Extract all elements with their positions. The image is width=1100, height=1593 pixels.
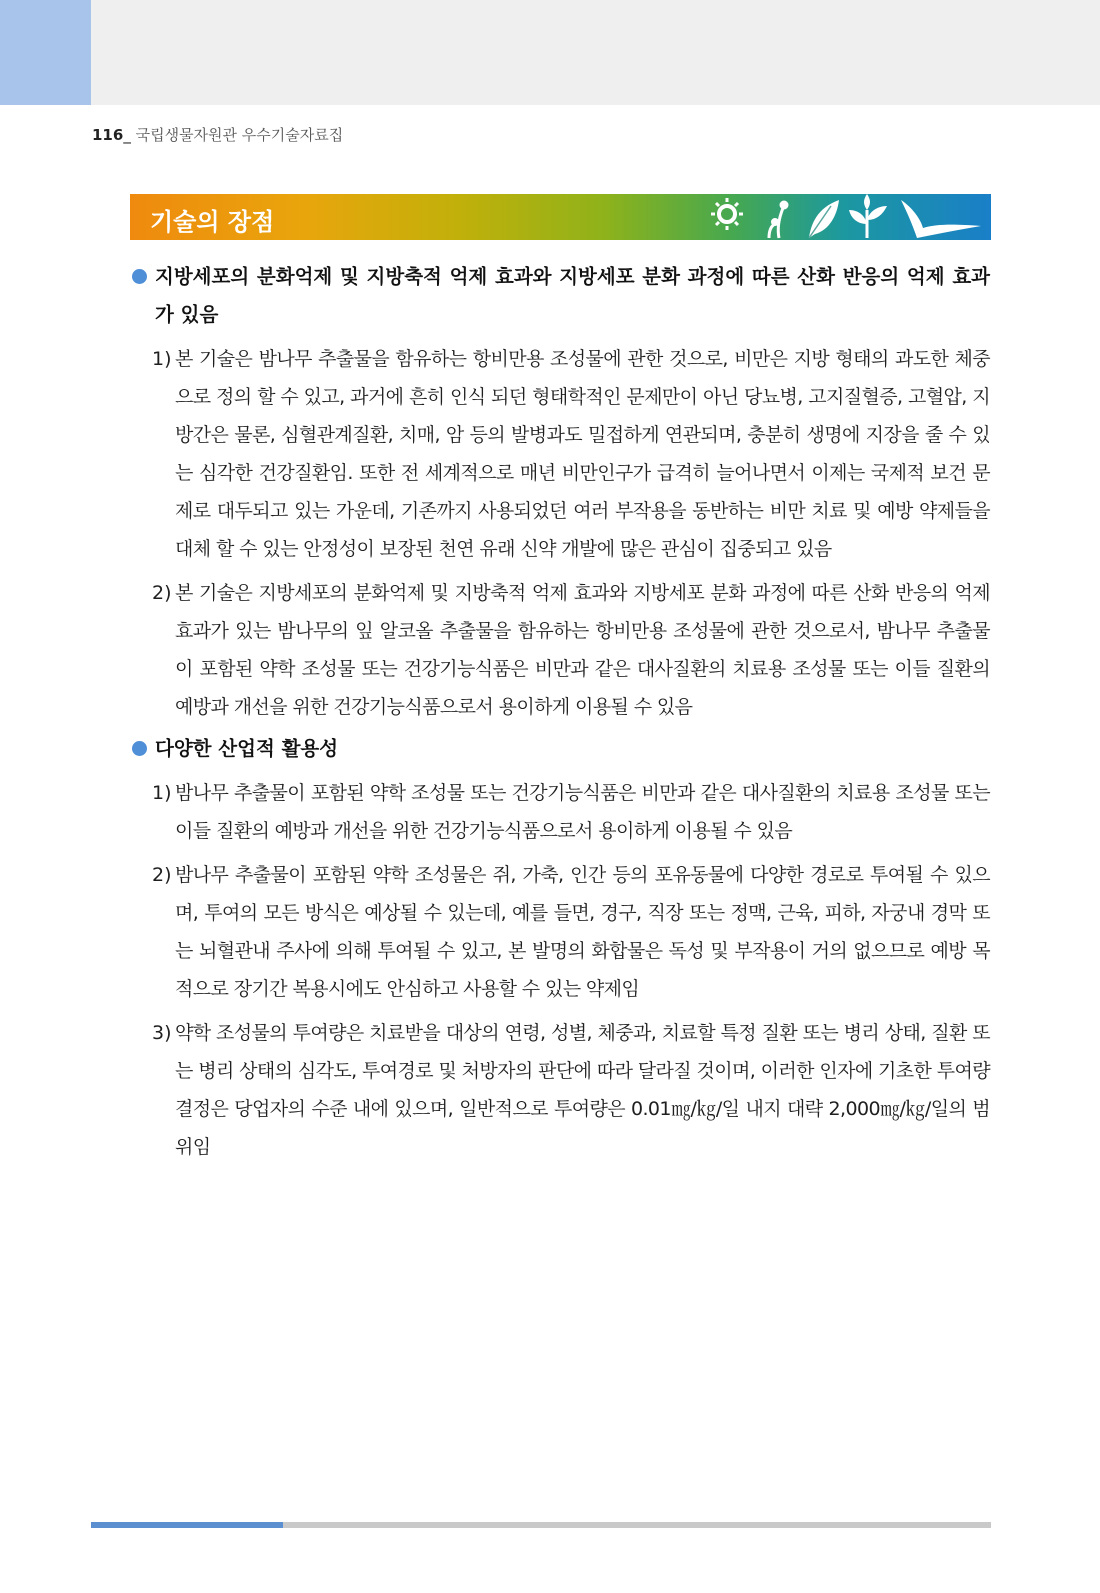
running-header bbox=[92, 124, 343, 145]
top-band bbox=[0, 0, 1100, 105]
bullet-dot-icon bbox=[132, 269, 147, 284]
bullet-heading: 다양한 산업적 활용성 bbox=[155, 737, 339, 760]
item-number: 3) bbox=[152, 1022, 172, 1044]
footer-rule bbox=[91, 1522, 991, 1528]
leaf-icon bbox=[809, 200, 839, 238]
book-title: 국립생물자원관 우수기술자료집 bbox=[135, 126, 344, 144]
section-header-bar bbox=[130, 194, 991, 240]
item-number: 1) bbox=[152, 348, 172, 370]
item-number: 2) bbox=[152, 864, 172, 886]
bullet-item bbox=[130, 730, 990, 768]
item-number: 1) bbox=[152, 782, 172, 804]
section-decoration bbox=[691, 194, 991, 240]
sprout-icon bbox=[769, 202, 787, 238]
item-number: 2) bbox=[152, 582, 172, 604]
item-text: 약학 조성물의 투여량은 치료받을 대상의 연령, 성별, 체중과, 치료할 특정 질환 또는 병리 상태, 질환 또는 병리 상태의 심각도, 투여경로 및 처방자의 판단에 따라 달라질 것이며, 이러한 인자에 기초한 투여량 결정은 당업자의 수준 내에 있으며, 일반적으로 투여량은 0.01㎎/㎏/일 내지 대략 2,000㎎/㎏/일의 범위임 bbox=[175, 1022, 990, 1158]
item-text: 본 기술은 밤나무 추출물을 함유하는 항비만용 조성물에 관한 것으로, 비만은 지방 형태의 과도한 체중으로 정의 할 수 있고, 과거에 흔히 인식 되던 형태학적인 문제만이 아닌 당뇨병, 고지질혈증, 고혈압, 지방간은 물론, 심혈관계질환, 치매, 암 등의 발병과도 밀접하게 연관되며, 충분히 생명에 지장을 줄 수 있는 심각한 건강질환임. 또한 전 세계적으로 매년 비만인구가 급격히 늘어나면서 이제는 국제적 보건 문제로 대두되고 있는 가운데, 기존까지 사용되었던 여러 부작용을 동반하는 비만 치료 및 예방 약제들을 대체 할 수 있는 안정성이 보장된 천연 유래 신약 개발에 많은 관심이 집중되고 있음 bbox=[175, 348, 990, 560]
page-number: 116 bbox=[92, 126, 124, 144]
corner-tab bbox=[0, 0, 91, 105]
bullet-dot-icon bbox=[132, 741, 147, 756]
list-item bbox=[130, 574, 990, 726]
list-item bbox=[130, 1014, 990, 1166]
list-item bbox=[130, 340, 990, 568]
sun-bug-icon bbox=[711, 198, 743, 230]
bullet-heading: 지방세포의 분화억제 및 지방축적 억제 효과와 지방세포 분화 과정에 따른 산화 반응의 억제 효과가 있음 bbox=[155, 265, 990, 326]
content bbox=[130, 258, 990, 1166]
item-text: 밤나무 추출물이 포함된 약학 조성물은 쥐, 가축, 인간 등의 포유동물에 다양한 경로로 투여될 수 있으며, 투여의 모든 방식은 예상될 수 있는데, 예를 들면, 경구, 직장 또는 정맥, 근육, 피하, 자궁내 경막 또는 뇌혈관내 주사에 의해 투여될 수 있고, 본 발명의 화합물은 독성 및 부작용이 거의 없으므로 예방 목적으로 장기간 복용시에도 안심하고 사용할 수 있는 약제임 bbox=[175, 864, 990, 1000]
plant-icon bbox=[849, 194, 887, 238]
bullet-item bbox=[130, 258, 990, 334]
footer-rule-accent bbox=[91, 1522, 283, 1528]
bird-icon bbox=[901, 200, 981, 238]
list-item bbox=[130, 856, 990, 1008]
section-title: 기술의 장점 bbox=[150, 208, 275, 236]
header-separator: _ bbox=[123, 126, 131, 144]
item-text: 밤나무 추출물이 포함된 약학 조성물 또는 건강기능식품은 비만과 같은 대사질환의 치료용 조성물 또는 이들 질환의 예방과 개선을 위한 건강기능식품으로서 용이하게 이용될 수 있음 bbox=[175, 782, 990, 842]
list-item bbox=[130, 774, 990, 850]
item-text: 본 기술은 지방세포의 분화억제 및 지방축적 억제 효과와 지방세포 분화 과정에 따른 산화 반응의 억제 효과가 있는 밤나무의 잎 알코올 추출물을 함유하는 항비만용 조성물에 관한 것으로서, 밤나무 추출물이 포함된 약학 조성물 또는 건강기능식품은 비만과 같은 대사질환의 치료용 조성물 또는 이들 질환의 예방과 개선을 위한 건강기능식품으로서 용이하게 이용될 수 있음 bbox=[175, 582, 990, 718]
